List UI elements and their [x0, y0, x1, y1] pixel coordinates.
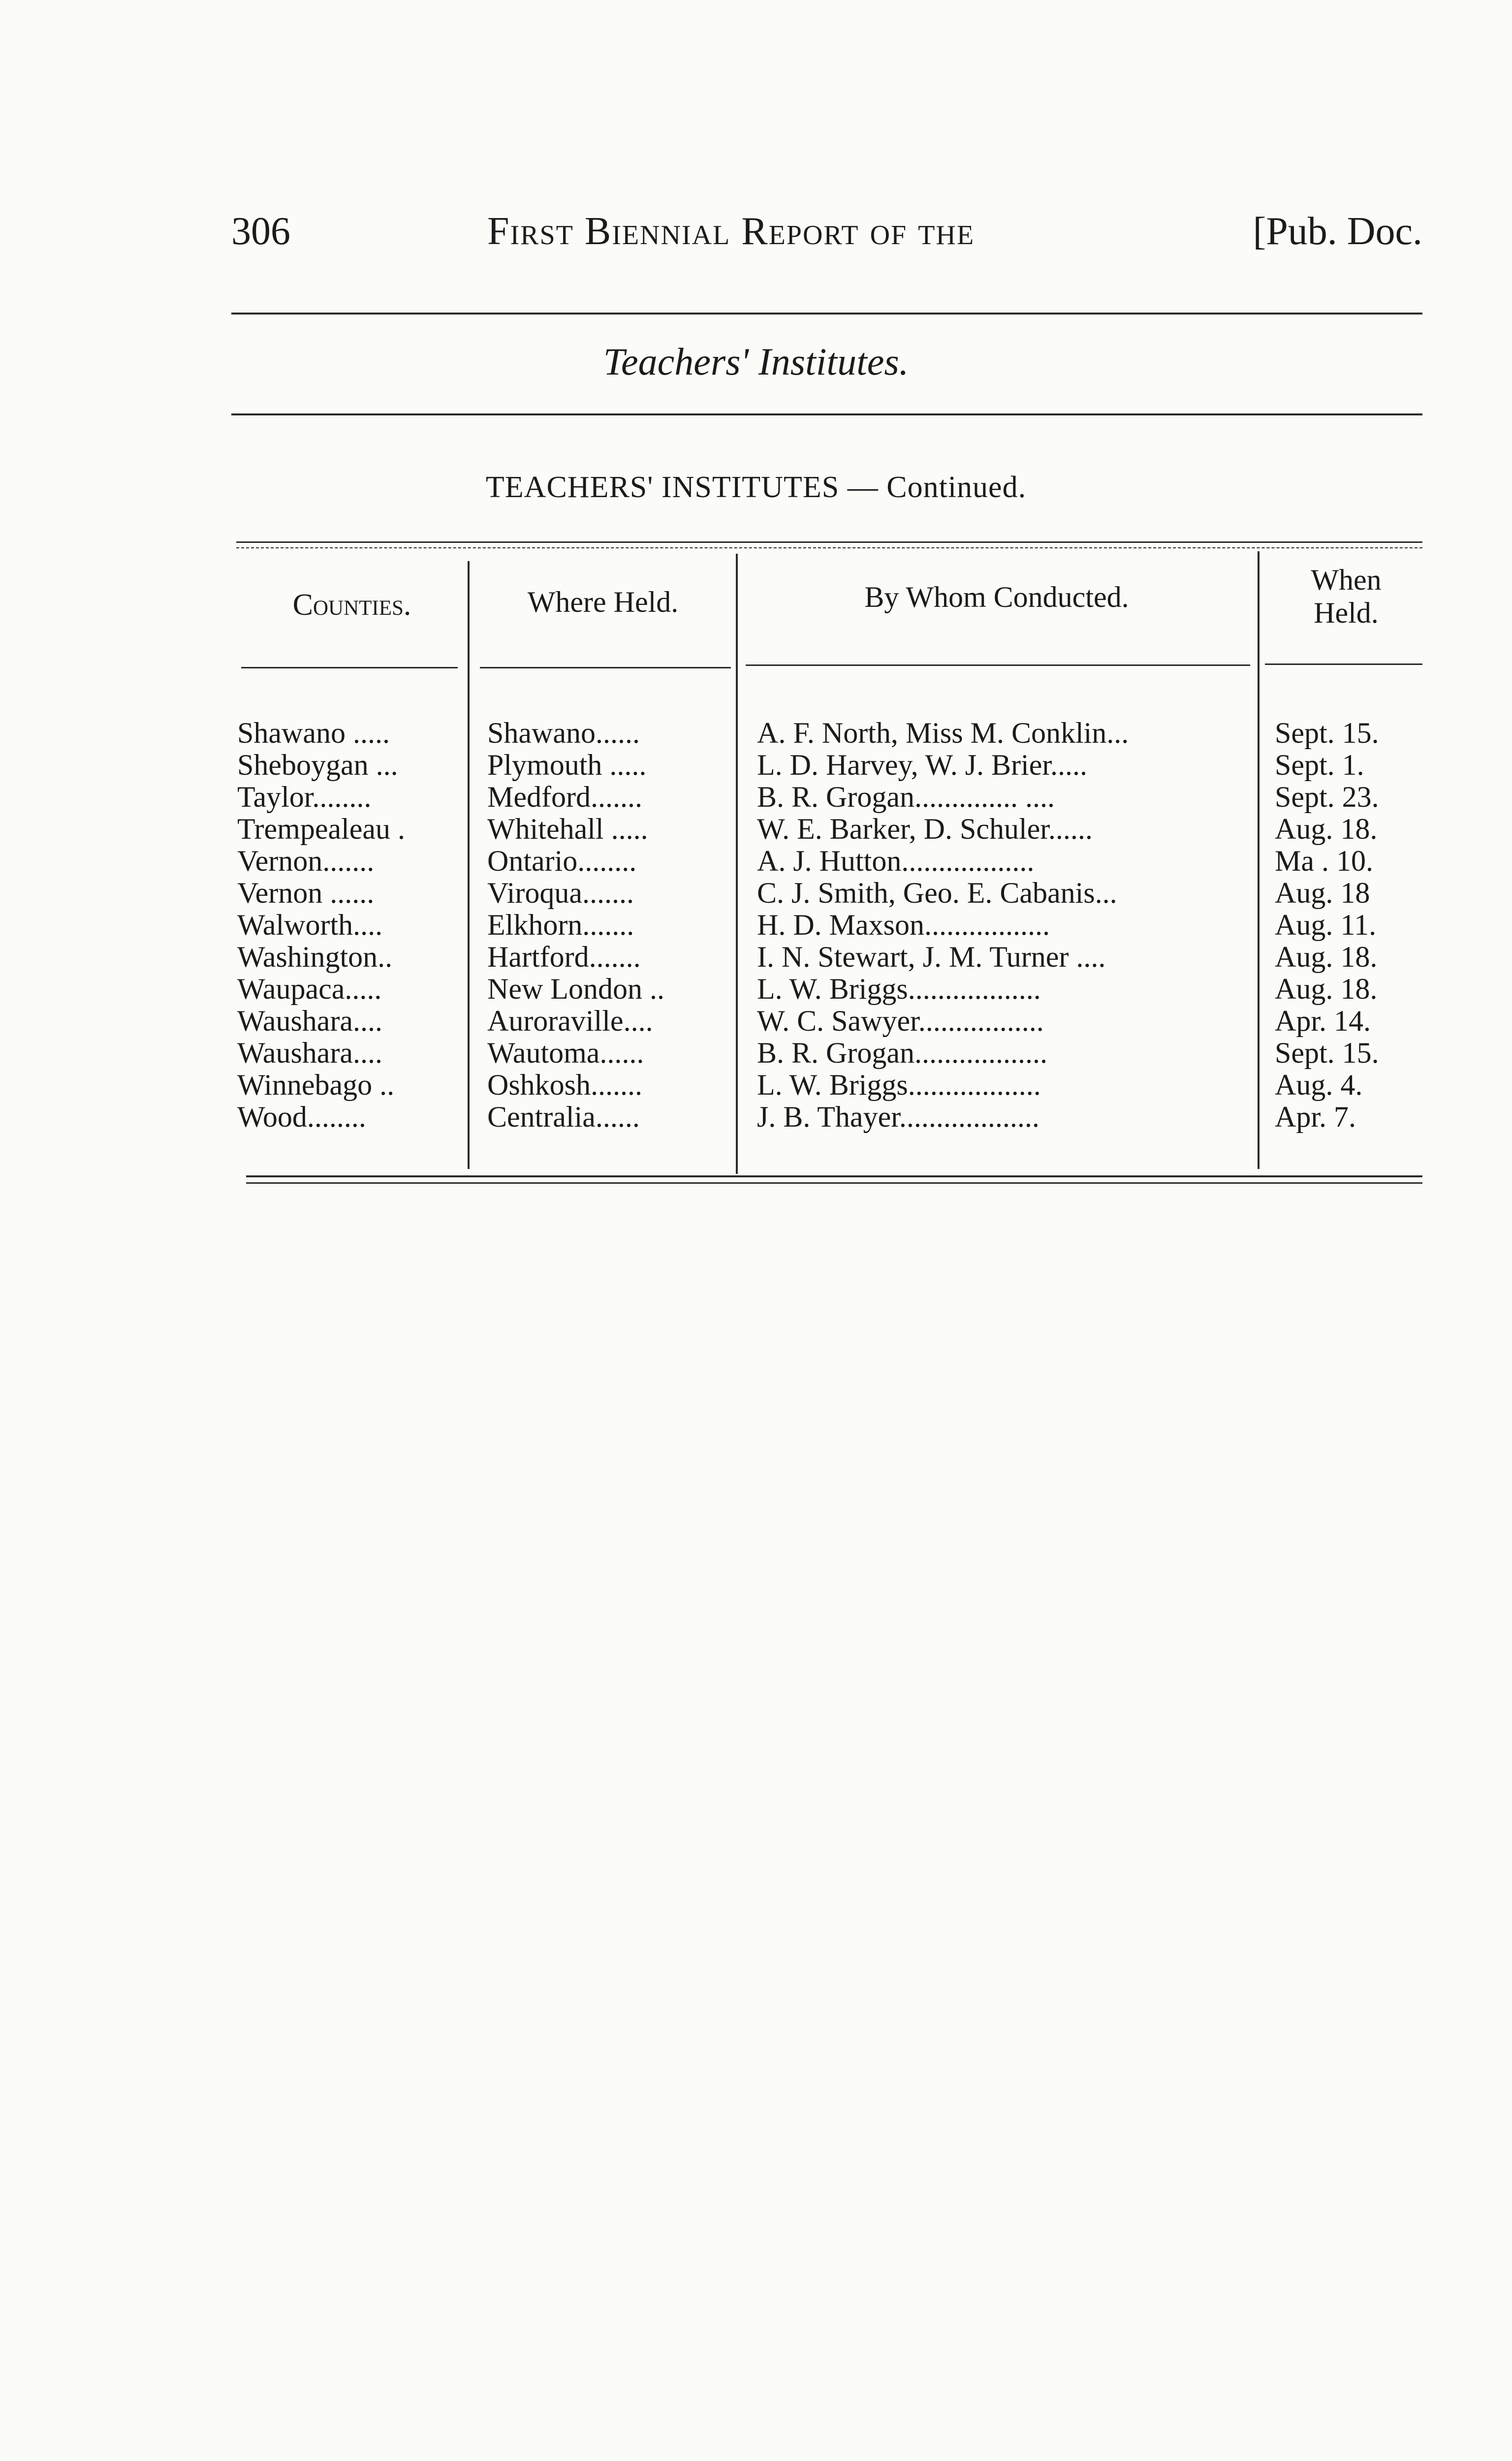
where-held-cell: Viroqua.......	[487, 877, 634, 909]
header-underline-4	[1265, 663, 1422, 665]
conductor-cell: W. E. Barker, D. Schuler......	[757, 813, 1093, 845]
where-held-cell: Oshkosh.......	[487, 1069, 643, 1101]
column-header-when-held: When Held.	[1311, 564, 1382, 630]
header-underline-1	[241, 667, 458, 668]
header-rule	[231, 313, 1422, 315]
header-underline-2	[480, 667, 731, 668]
county-cell: Walworth....	[237, 909, 383, 941]
table-row	[0, 1100, 1512, 1132]
county-cell: Sheboygan ...	[237, 749, 398, 781]
section-title: Teachers' Institutes.	[603, 340, 909, 383]
document-type: [Pub. Doc.	[1253, 210, 1422, 253]
date-cell: Sept. 15.	[1275, 717, 1379, 749]
where-held-cell: Medford.......	[487, 781, 642, 813]
county-cell: Taylor........	[237, 781, 372, 813]
table-row	[0, 1004, 1512, 1036]
where-held-cell: Whitehall .....	[487, 813, 648, 845]
county-cell: Vernon ......	[237, 877, 375, 909]
county-cell: Waupaca.....	[237, 973, 382, 1005]
date-cell: Sept. 1.	[1275, 749, 1364, 781]
date-cell: Sept. 23.	[1275, 781, 1379, 813]
table-bottom-rule	[246, 1175, 1422, 1177]
county-cell: Winnebago ..	[237, 1069, 395, 1101]
section-rule	[231, 413, 1422, 415]
county-cell: Washington..	[237, 941, 393, 973]
where-held-cell: Centralia......	[487, 1101, 640, 1133]
conductor-cell: B. R. Grogan..................	[757, 1037, 1047, 1069]
page-number: 306	[231, 210, 290, 253]
where-held-cell: Elkhorn.......	[487, 909, 634, 941]
county-cell: Wood........	[237, 1101, 366, 1133]
date-cell: Aug. 18.	[1275, 813, 1378, 845]
date-cell: Ma . 10.	[1275, 845, 1373, 877]
table-row	[0, 972, 1512, 1004]
conductor-cell: A. F. North, Miss M. Conklin...	[757, 717, 1129, 749]
date-cell: Apr. 14.	[1275, 1005, 1371, 1037]
county-cell: Shawano .....	[237, 717, 390, 749]
county-cell: Waushara....	[237, 1005, 383, 1037]
conductor-cell: L. W. Briggs..................	[757, 973, 1041, 1005]
table-row	[0, 876, 1512, 908]
date-cell: Aug. 18.	[1275, 941, 1378, 973]
date-cell: Apr. 7.	[1275, 1101, 1356, 1133]
date-cell: Sept. 15.	[1275, 1037, 1379, 1069]
conductor-cell: J. B. Thayer...................	[757, 1101, 1040, 1133]
column-header-counties: Counties.	[292, 588, 411, 622]
county-cell: Trempealeau .	[237, 813, 406, 845]
column-header-by-whom: By Whom Conducted.	[864, 581, 1129, 613]
table-bottom-rule-2	[246, 1182, 1422, 1184]
conductor-cell: W. C. Sawyer.................	[757, 1005, 1044, 1037]
date-cell: Aug. 18.	[1275, 973, 1378, 1005]
where-held-cell: New London ..	[487, 973, 664, 1005]
where-held-cell: Ontario........	[487, 845, 637, 877]
conductor-cell: L. W. Briggs..................	[757, 1069, 1041, 1101]
date-cell: Aug. 18	[1275, 877, 1370, 909]
date-cell: Aug. 11.	[1275, 909, 1377, 941]
table-row	[0, 844, 1512, 876]
conductor-cell: L. D. Harvey, W. J. Brier.....	[757, 749, 1088, 781]
table-title: TEACHERS' INSTITUTES — Continued.	[485, 471, 1027, 504]
table-row	[0, 780, 1512, 812]
where-held-cell: Wautoma......	[487, 1037, 644, 1069]
column-header-where-held: Where Held.	[527, 586, 679, 618]
running-header	[231, 209, 1422, 263]
table-top-rule	[236, 541, 1422, 543]
table-row	[0, 908, 1512, 940]
where-held-cell: Auroraville....	[487, 1005, 653, 1037]
where-held-cell: Plymouth .....	[487, 749, 647, 781]
conductor-cell: C. J. Smith, Geo. E. Cabanis...	[757, 877, 1117, 909]
where-held-cell: Shawano......	[487, 717, 640, 749]
where-held-cell: Hartford.......	[487, 941, 641, 973]
conductor-cell: H. D. Maxson.................	[757, 909, 1050, 941]
conductor-cell: A. J. Hutton..................	[757, 845, 1035, 877]
table-row	[0, 940, 1512, 972]
county-cell: Vernon.......	[237, 845, 375, 877]
conductor-cell: I. N. Stewart, J. M. Turner ....	[757, 941, 1106, 973]
conductor-cell: B. R. Grogan.............. ....	[757, 781, 1055, 813]
table-row	[0, 1036, 1512, 1068]
date-cell: Aug. 4.	[1275, 1069, 1363, 1101]
table-row	[0, 812, 1512, 844]
county-cell: Waushara....	[237, 1037, 383, 1069]
table-top-rule-2	[236, 547, 1422, 548]
table-row	[0, 1068, 1512, 1100]
report-title: First Biennial Report of the	[487, 210, 975, 253]
table-row	[0, 716, 1512, 748]
header-underline-3	[746, 664, 1250, 666]
table-row	[0, 748, 1512, 780]
